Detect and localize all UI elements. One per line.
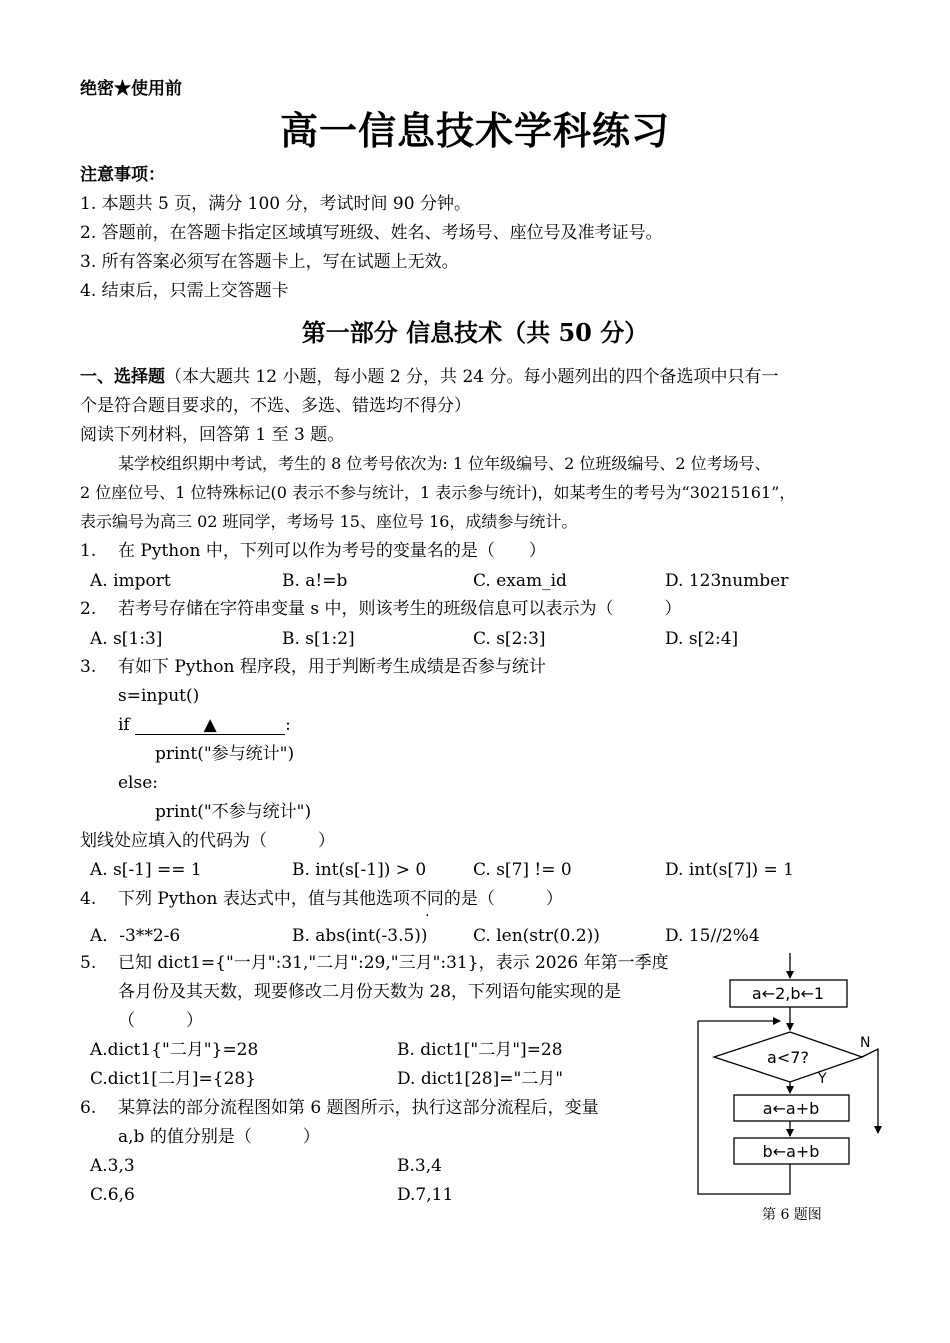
triangle-icon: ▲ — [203, 715, 217, 735]
material-line-2: 2 位座位号、1 位特殊标记(0 表示不参与统计，1 表示参与统计)，如某考生的考号为“30215161”， — [80, 483, 796, 502]
q4-stem — [118, 891, 563, 908]
q4-stem-b: 的是（ ） — [443, 889, 563, 909]
q5-option-c: C.dict1[二月]={28} — [90, 1069, 257, 1089]
q6-stem-2: a,b 的值分别是（ ） — [118, 1127, 320, 1147]
q4-option-b: B. abs(int(-3.5)) — [292, 926, 428, 946]
q1-option-c: C. exam_id — [473, 571, 567, 591]
notice-item-2: 2. 答题前，在答题卡指定区域填写班级、姓名、考场号、座位号及准考证号。 — [80, 223, 663, 243]
notice-heading: 注意事项： — [80, 165, 165, 185]
no-label: N — [860, 1035, 871, 1051]
q2-stem: 若考号存储在字符串变量 s 中，则该考生的班级信息可以表示为（ ） — [118, 599, 682, 619]
q6-stem-1: 某算法的部分流程图如第 6 题图所示，执行这部分流程后，变量 — [118, 1098, 599, 1118]
q4-stem-emphasis: 不同 — [409, 889, 444, 909]
section-header — [80, 369, 779, 386]
q3-code-line-1: s=input() — [118, 686, 200, 706]
yes-label: Y — [818, 1071, 827, 1087]
q3-code-line-4: else: — [118, 773, 159, 793]
part-title: 第一部分 信息技术（共 50 分） — [301, 318, 649, 347]
step1-text: a←a+b — [762, 1099, 820, 1118]
q3-code-line-5: print("不参与统计") — [155, 802, 312, 822]
q4-number: 4. — [80, 889, 97, 909]
q6-option-a: A.3,3 — [90, 1156, 135, 1176]
init-text: a←2,b←1 — [751, 984, 825, 1003]
q3-option-c: C. s[7] != 0 — [473, 860, 572, 880]
figure-caption: 第 6 题图 — [762, 1207, 822, 1223]
q1-option-b: B. a!=b — [282, 571, 348, 591]
secret-label: 绝密★使用前 — [80, 79, 182, 99]
q1-stem: 在 Python 中，下列可以作为考号的变量名的是（ ） — [118, 541, 546, 561]
q4-stem-a: 下列 Python 表达式中，值与其他选项 — [118, 889, 410, 909]
q2-number: 2. — [80, 599, 97, 619]
section-desc-2: 个是符合题目要求的，不选、多选、错选均不得分） — [80, 396, 471, 416]
q6-number: 6. — [80, 1098, 97, 1118]
page-title: 高一信息技术学科练习 — [279, 108, 670, 153]
q5-option-b: B. dict1["二月"]=28 — [397, 1040, 563, 1060]
notice-item-3: 3. 所有答案必须写在答题卡上，写在试题上无效。 — [80, 252, 459, 272]
q1-option-d: D. 123number — [665, 571, 789, 591]
q5-number: 5. — [80, 953, 97, 973]
q4-option-a: A．-3**2-6 — [90, 926, 181, 946]
q3-number: 3. — [80, 657, 97, 677]
q3-option-b: B. int(s[-1]) > 0 — [292, 860, 427, 880]
material-line-1: 某学校组织期中考试，考生的 8 位考号依次为: 1 位年级编号、2 位班级编号、2 位考场号、 — [118, 454, 771, 473]
q2-option-d: D. s[2:4] — [665, 629, 739, 649]
q3-code-colon: : — [285, 715, 291, 735]
q6-option-d: D.7,11 — [397, 1185, 454, 1205]
q5-option-d: D. dict1[28]="二月" — [397, 1069, 564, 1089]
notice-item-1: 1. 本题共 5 页，满分 100 分，考试时间 90 分钟。 — [80, 194, 471, 214]
material-line-3: 表示编号为高三 02 班同学，考场号 15、座位号 16，成绩参与统计。 — [80, 512, 578, 531]
q6-option-c: C.6,6 — [90, 1185, 135, 1205]
section-label: 一、选择题 — [80, 367, 165, 387]
q3-after: 划线处应填入的代码为（ ） — [80, 831, 335, 851]
q4-option-d: D. 15//2%4 — [665, 926, 760, 946]
q1-number: 1. — [80, 541, 97, 561]
q2-option-b: B. s[1:2] — [282, 629, 355, 649]
q5-option-a: A.dict1{"二月"}=28 — [90, 1040, 259, 1060]
q5-stem-1: 已知 dict1={"一月":31,"二月":29,"三月":31}，表示 2026 年第一季度 — [118, 953, 669, 973]
flowchart — [690, 945, 890, 1235]
q1-option-a: A. import — [90, 571, 171, 591]
q2-option-a: A. s[1:3] — [90, 629, 163, 649]
cond-text: a<7? — [767, 1048, 809, 1067]
q3-option-a: A. s[-1] == 1 — [90, 860, 202, 880]
q5-stem-3: （ ） — [118, 1011, 203, 1031]
q3-code-if: if — [118, 715, 130, 735]
q5-stem-2: 各月份及其天数，现要修改二月份天数为 28，下列语句能实现的是 — [118, 982, 622, 1002]
q3-option-d: D. int(s[7]) = 1 — [665, 860, 794, 880]
q3-blank — [135, 717, 285, 735]
q3-code-line-3: print("参与统计") — [155, 744, 295, 764]
read-intro: 阅读下列材料，回答第 1 至 3 题。 — [80, 425, 345, 445]
q6-option-b: B.3,4 — [397, 1156, 442, 1176]
q4-option-c: C. len(str(0.2)) — [473, 926, 600, 946]
notice-item-4: 4. 结束后，只需上交答题卡 — [80, 281, 289, 301]
section-desc-1: （本大题共 12 小题，每小题 2 分，共 24 分。每小题列出的四个备选项中只有一 — [165, 367, 779, 387]
q3-code-line-2 — [118, 717, 291, 735]
q2-option-c: C. s[2:3] — [473, 629, 546, 649]
step2-text: b←a+b — [762, 1142, 820, 1161]
q3-stem: 有如下 Python 程序段，用于判断考生成绩是否参与统计 — [118, 657, 546, 677]
arrow-no — [862, 1049, 878, 1133]
